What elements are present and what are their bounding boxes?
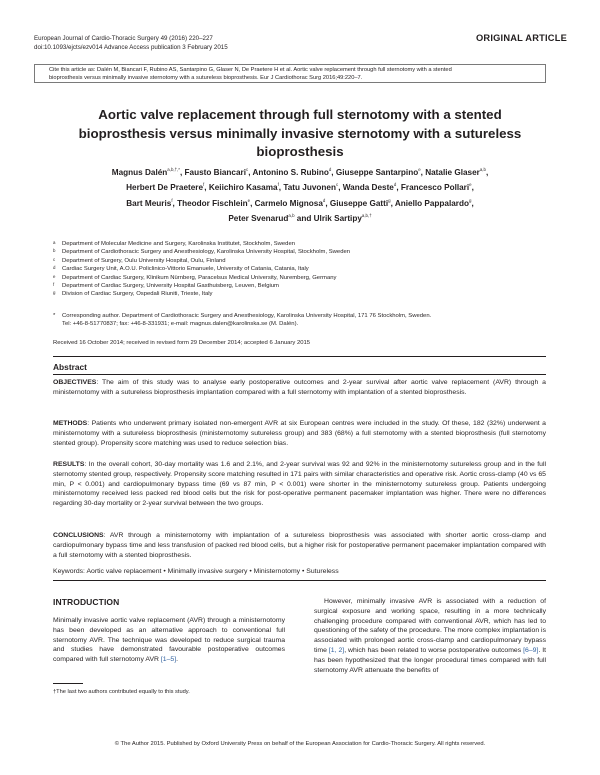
- reference-link[interactable]: [1–5]: [160, 656, 177, 664]
- abstract-heading-rule: [53, 374, 546, 375]
- keywords-label: Keywords:: [53, 568, 85, 575]
- author-name: Fausto Biancari: [184, 168, 246, 177]
- corresponding-mark: *: [53, 313, 56, 319]
- reference-link[interactable]: [1, 2]: [328, 646, 345, 654]
- received-dates: Received 16 October 2014; received in revised form 29 December 2014; accepted 6 January 2015: [53, 340, 311, 346]
- author-separator: ,: [204, 183, 209, 193]
- author-separator: ,: [420, 168, 426, 177]
- cite-line: Cite this article as: Dalén M, Biancari F, Rubino AS, Santarpino G, Glaser N, De Praetere H et al. Aortic valve replacement through full sternotomy with a stented: [49, 67, 452, 73]
- author-separator: ,: [471, 183, 474, 193]
- author-separator: ,: [471, 198, 474, 208]
- author-affiliation-sup: f: [203, 182, 205, 188]
- abstract-results: [53, 460, 546, 509]
- author-affiliation-sup: a,b: [479, 167, 486, 172]
- affiliation: [53, 274, 523, 282]
- affiliation-mark: g: [53, 290, 56, 296]
- author-name: Keiichiro Kasama: [208, 183, 278, 193]
- affiliation-mark: b: [53, 248, 56, 254]
- affiliation-mark: a: [53, 240, 56, 245]
- author-row: [44, 211, 556, 226]
- corresponding-line: Tel: +46-8-51770837; fax: +46-8-331931; e-mail: magnus.dalen@karolinska.se (M. Dalén).: [62, 321, 299, 328]
- affiliation-text: Department of Cardiac Surgery, Klinikum Nürnberg, Paracelsus Medical University, Nuremberg, Germany: [62, 274, 337, 281]
- author-name: Natalie Glaser: [425, 168, 480, 177]
- author-affiliation-sup: a,b,†,*: [167, 167, 180, 172]
- author-affiliation-sup: c: [245, 167, 249, 172]
- author-affiliation-sup: d: [322, 197, 326, 203]
- results-label: RESULTS: [53, 461, 85, 468]
- keywords: [53, 567, 546, 577]
- reference-link[interactable]: [6–9]: [523, 646, 539, 654]
- introduction-heading: INTRODUCTION: [53, 597, 120, 607]
- intro-left-text: Minimally invasive aortic valve replacement (AVR) through a ministernotomy has been developed as an alternative approach to conventional full sternotomy AVR. The technique was developed to reduce surgical trauma and studies have demonstrated favourable postoperative outcomes compared with full sternotomy AVR: [53, 617, 285, 664]
- methods-text: : Patients who underwent primary isolated non-emergent AVR at six European centres were included in the study. Of these, 182 (32%) underwent a ministernotomy with a sutureless bioprosthesis (ministernotomy sutureless group) and 383 (68%) a full sternotomy with a stented bioprosthesis (full sternotomy stented group). Propensity score matching was used to reduce selection bias.: [53, 420, 546, 447]
- author-affiliation-sup: e: [469, 182, 472, 188]
- title-line: bioprosthesis: [256, 144, 344, 159]
- intro-right-text: , which has been related to worse postoperative outcomes: [344, 646, 522, 654]
- author-separator: ,: [278, 183, 284, 193]
- journal-line: European Journal of Cardio-Thoracic Surgery 49 (2016) 220–227: [34, 35, 213, 42]
- author-affiliation-sup: e: [247, 197, 251, 203]
- affiliation-mark: f: [53, 282, 55, 288]
- article-type-label: ORIGINAL ARTICLE: [475, 33, 567, 43]
- author-name: Giuseppe Santarpino: [335, 168, 419, 177]
- author-separator: ,: [172, 198, 178, 208]
- author-name: Herbert De Praetere: [126, 183, 204, 193]
- affiliation-text: Department of Cardiac Surgery, University Hospital Gasthuisberg, Leuven, Belgium: [62, 283, 279, 290]
- author-name: Wanda Deste: [342, 183, 394, 193]
- affiliation: [53, 240, 523, 248]
- objectives-text: : The aim of this study was to analyse early postoperative outcomes and 2-year survival after aortic valve replacement (AVR) through a ministernotomy with a sutureless bioprosthesis implantation compared with a full sternotomy with implantation of a stented bioprosthesis.: [53, 379, 546, 396]
- author-name: Bart Meuris: [126, 198, 172, 208]
- affiliation-text: Division of Cardiac Surgery, Ospedali Riuniti, Trieste, Italy: [62, 291, 213, 298]
- author-name: Peter Svenarud: [228, 213, 289, 223]
- author-separator: ,: [325, 198, 330, 208]
- author-name: Theodor Fischlein: [177, 198, 248, 208]
- author-separator: ,: [485, 168, 489, 177]
- author-separator: ,: [338, 183, 343, 193]
- corresponding-author: [53, 312, 543, 329]
- author-row: [44, 196, 556, 211]
- results-text: : In the overall cohort, 30-day mortality was 1.6 and 2.1%, and 2-year survival was 92 and 92% in the ministernotomy sutureless group and in the full sternotomy stented group, respectively. Propensity score matching resulted in 171 pairs with similar characteristics and operative risk. Aortic cross-clamp (40 vs 65 min, P < 0.001) and cardiopulmonary bypass time (69 vs 87 min, P < 0.001) were shorter in the ministernotomy sutureless group. Patients undergoing ministernotomy received less packed red blood cells but the risk for post-operative permanent pacemaker implantation was higher. There were no differences regarding 30-day mortality or 2-year survival between the two groups.: [53, 461, 546, 508]
- author-affiliation-sup: g: [388, 197, 391, 203]
- author-row: [44, 180, 556, 195]
- author-name: Giuseppe Gatti: [329, 198, 389, 208]
- author-affiliation-sup: a,b: [288, 212, 295, 218]
- author-row: [44, 165, 556, 180]
- affiliation: [53, 290, 523, 298]
- objectives-label: OBJECTIVES: [53, 379, 97, 386]
- corresponding-line: Corresponding author. Department of Cardiothoracic Surgery and Anesthesiology, Karolinska University Hospital, 171 76 Stockholm, Sweden.: [62, 313, 432, 319]
- author-affiliation-sup: a,b,†: [361, 212, 372, 218]
- intro-right-column: [314, 597, 546, 675]
- affiliation: [53, 248, 523, 256]
- affiliation-mark: e: [53, 273, 56, 279]
- author-list: [44, 165, 556, 226]
- affiliation-text: Cardiac Surgery Unit, A.O.U. Policlinico-Vittorio Emanuele, University of Catania, Catania, Italy: [62, 266, 309, 273]
- author-affiliation-sup: g: [469, 197, 472, 203]
- journal-citation: [34, 34, 228, 52]
- author-name: Carmelo Mignosa: [254, 198, 323, 208]
- author-name: Antonino S. Rubino: [252, 168, 329, 177]
- author-name: Aniello Pappalardo: [394, 198, 469, 208]
- author-separator: ,: [390, 198, 395, 208]
- affiliation-mark: d: [53, 265, 56, 271]
- affiliation-text: Department of Molecular Medicine and Surgery, Karolinska Institutet, Stockholm, Sweden: [62, 241, 296, 247]
- author-affiliation-sup: f: [277, 182, 279, 188]
- methods-label: METHODS: [53, 420, 88, 427]
- title-line: bioprosthesis versus minimally invasive sternotomy with a sutureless: [78, 125, 522, 141]
- abstract-top-rule: [53, 356, 546, 357]
- author-separator: and: [294, 213, 314, 223]
- footnote: †The last two authors contributed equally to this study.: [53, 689, 190, 695]
- conclusions-label: CONCLUSIONS: [53, 532, 104, 539]
- author-name: Tatu Juvonen: [283, 183, 336, 193]
- article-title: [44, 106, 556, 162]
- title-line: Aortic valve replacement through full sternotomy with a stented: [98, 107, 502, 122]
- cite-line: bioprosthesis versus minimally invasive sternotomy with a sutureless bioprosthesis. Eur J Cardiothorac Surg 2016;49:220–7.: [49, 74, 363, 81]
- affiliation-list: [53, 240, 523, 299]
- footnote-rule: [53, 683, 83, 684]
- intro-right-text: However, minimally invasive AVR is associated with a reduction of surgical exposure and working space, resulting in a more technically challenging procedure compared with conventional AVR, which has led to questioning of the safety of the procedure. The more complex implantation is associated with prolonged aortic cross-clamp and cardiopulmonary bypass time: [314, 598, 546, 654]
- copyright-line: © The Author 2015. Published by Oxford University Press on behalf of the European Association for Cardio-Thoracic Surgery. All rights reserved.: [114, 741, 486, 747]
- author-affiliation-sup: d: [328, 167, 332, 172]
- author-affiliation-sup: f: [171, 197, 173, 203]
- abstract-objectives: [53, 378, 546, 398]
- affiliation-text: Department of Cardiothoracic Surgery and Anesthesiology, Karolinska University Hospital, Stockholm, Sweden: [62, 249, 351, 256]
- author-affiliation-sup: c: [335, 182, 339, 188]
- affiliation: [53, 282, 523, 290]
- author-separator: ,: [250, 198, 255, 208]
- abstract-bottom-rule: [53, 580, 546, 581]
- author-affiliation-sup: d: [393, 182, 397, 188]
- abstract-methods: [53, 419, 546, 448]
- affiliation: [53, 257, 523, 265]
- affiliation-text: Department of Surgery, Oulu University Hospital, Oulu, Finland: [62, 257, 226, 264]
- author-separator: ,: [331, 168, 336, 177]
- author-affiliation-sup: e: [418, 167, 421, 172]
- keywords-text: Aortic valve replacement • Minimally invasive surgery • Ministernotomy • Sutureless: [86, 568, 339, 575]
- affiliation: [53, 265, 523, 273]
- author-name: Francesco Pollari: [400, 183, 470, 193]
- affiliation-mark: c: [53, 256, 56, 262]
- intro-right-text: . It has been hypothesized that the longer procedural times compared with full sternotomy AVR attenuate the benefits of: [314, 646, 547, 674]
- doi-line: doi:10.1093/ejcts/ezv014 Advance Access publication 3 February 2015: [34, 44, 228, 51]
- author-name: Ulrik Sartipy: [313, 213, 362, 223]
- author-separator: ,: [179, 168, 185, 177]
- author-separator: ,: [248, 168, 253, 177]
- cite-box: [34, 64, 546, 83]
- author-name: Magnus Dalén: [111, 168, 168, 177]
- abstract-conclusions: [53, 531, 546, 560]
- conclusions-text: : AVR through a ministernotomy with implantation of a sutureless bioprosthesis was associated with shorter aortic cross-clamp and cardiopulmonary bypass time and less transfusion of packed red blood cells, but a higher risk for postoperative permanent pacemaker implantation compared with a full sternotomy with a stented bioprosthesis.: [53, 532, 546, 559]
- abstract-heading: Abstract: [53, 362, 87, 372]
- intro-left-column: Minimally invasive aortic valve replacement (AVR) through a ministernotomy has been developed as an alternative approach to conventional full sternotomy AVR. The technique was developed to reduce surgical trauma and studies have demonstrated favourable postoperative outcomes compared with full sternotomy AVR [1–5].: [53, 617, 285, 664]
- author-separator: ,: [396, 183, 401, 193]
